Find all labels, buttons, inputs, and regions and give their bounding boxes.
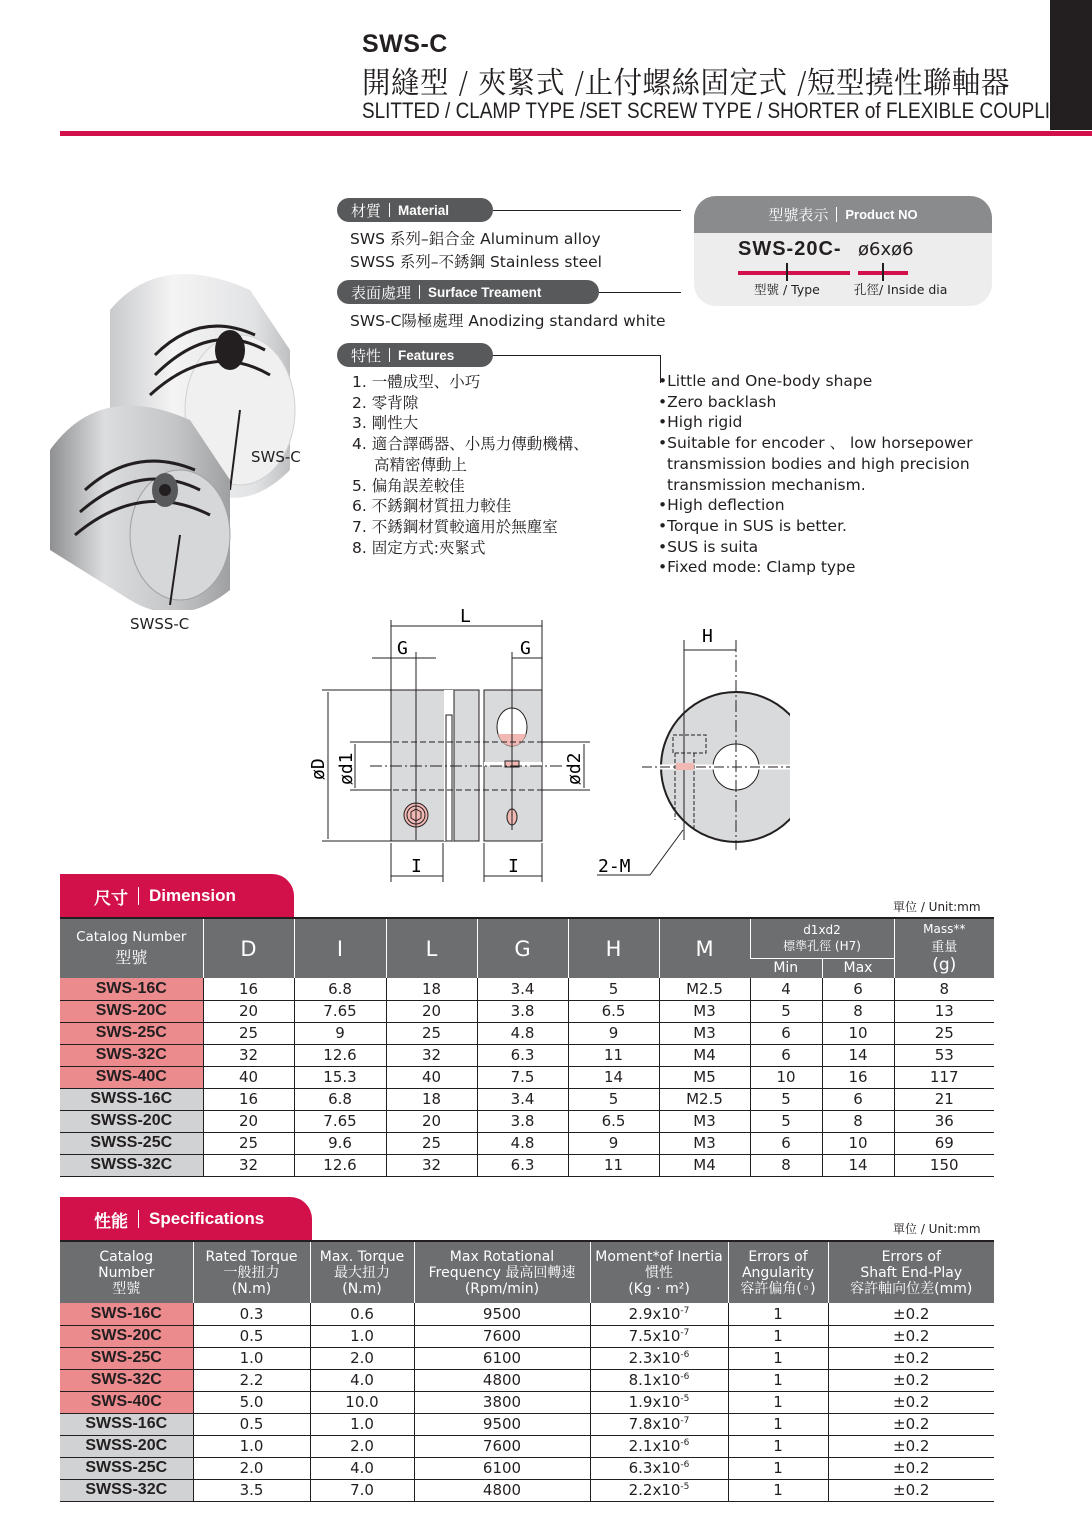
catalog-number: SWSS-25C	[60, 1457, 193, 1479]
features-leader	[493, 355, 661, 356]
catalog-number: SWS-25C	[60, 1347, 193, 1369]
cell-D: 25	[203, 1132, 294, 1154]
specification-row	[60, 1457, 994, 1479]
catalog-number: SWS-16C	[60, 1303, 193, 1325]
cell-endplay: ±0.2	[828, 1413, 994, 1435]
product-no-diameter: ø6xø6	[858, 239, 914, 260]
col-freq: Max Rotational Frequency 最高回轉速 (Rpm/min)	[414, 1241, 590, 1303]
cell-max: 2.0	[310, 1347, 414, 1369]
cell-max: 10.0	[310, 1391, 414, 1413]
cell-freq: 9500	[414, 1413, 590, 1435]
features-list-zh	[352, 372, 589, 558]
cell-inertia: $2.3x10^{-6}$	[590, 1347, 728, 1369]
cell-max: 14	[822, 1044, 894, 1066]
cell-angular: 1	[728, 1435, 828, 1457]
cell-D: 32	[203, 1154, 294, 1176]
cell-H: 11	[568, 1154, 659, 1176]
dim-label-G-left: G	[397, 638, 408, 659]
type-tick	[786, 263, 788, 281]
feature-en-item: transmission bodies and high precision	[667, 454, 970, 473]
cell-freq: 6100	[414, 1347, 590, 1369]
swss-c-photo-label: SWSS-C	[130, 615, 190, 633]
dimension-row	[60, 978, 994, 1000]
cell-angular: 1	[728, 1391, 828, 1413]
cell-min: 6	[750, 1022, 822, 1044]
cell-min: 8	[750, 1154, 822, 1176]
cell-I: 7.65	[294, 1110, 386, 1132]
cell-max: 6	[822, 1088, 894, 1110]
cell-G: 7.5	[477, 1066, 568, 1088]
cell-mass: 25	[894, 1022, 994, 1044]
feature-en-item: •Little and One-body shape	[658, 372, 873, 390]
cell-M: M2.5	[659, 1088, 750, 1110]
cell-M: M4	[659, 1044, 750, 1066]
surface-label: 表面處理 Surface Treament	[337, 280, 599, 304]
cell-max: 0.6	[310, 1303, 414, 1325]
col-H: H	[568, 918, 659, 978]
cell-mass: 117	[894, 1066, 994, 1088]
dimension-row	[60, 1000, 994, 1022]
cell-max: 16	[822, 1066, 894, 1088]
cell-freq: 4800	[414, 1479, 590, 1501]
features-label: 特性 Features	[337, 343, 493, 367]
col-L: L	[386, 918, 477, 978]
catalog-number: SWS-16C	[60, 978, 203, 1000]
col-M: M	[659, 918, 750, 978]
product-no-header: 型號表示 Product NO	[694, 196, 992, 233]
catalog-number: SWS-40C	[60, 1066, 203, 1088]
cell-M: M2.5	[659, 978, 750, 1000]
cell-rated: 3.5	[193, 1479, 310, 1501]
feature-en-item: •Zero backlash	[658, 392, 777, 411]
cell-D: 40	[203, 1066, 294, 1088]
col-bore-min: Min	[750, 958, 822, 978]
col-inertia: Moment*of Inertia 慣性 (Kg · m²)	[590, 1241, 728, 1303]
cell-max: 4.0	[310, 1457, 414, 1479]
cell-H: 6.5	[568, 1000, 659, 1022]
cell-freq: 9500	[414, 1303, 590, 1325]
cell-inertia: $1.9x10^{-5}$	[590, 1391, 728, 1413]
specifications-table	[60, 1240, 994, 1502]
cell-max: 1.0	[310, 1413, 414, 1435]
cell-min: 4	[750, 978, 822, 1000]
cell-max: 8	[822, 1000, 894, 1022]
dimension-row	[60, 1022, 994, 1044]
cell-L: 20	[386, 1110, 477, 1132]
col-rated: Rated Torque 一般扭力 (N.m)	[193, 1241, 310, 1303]
cell-L: 18	[386, 1088, 477, 1110]
title-english: SLITTED / CLAMP TYPE /SET SCREW TYPE / SHORTER of FLEXIBLE COUPLING	[362, 98, 1079, 123]
cell-G: 3.4	[477, 978, 568, 1000]
dim-label-G-right: G	[520, 638, 531, 659]
feature-en-item: •Suitable for encoder 、 low horsepower	[658, 434, 973, 453]
cell-rated: 0.3	[193, 1303, 310, 1325]
cell-D: 16	[203, 978, 294, 1000]
cell-endplay: ±0.2	[828, 1435, 994, 1457]
catalog-number: SWSS-16C	[60, 1413, 193, 1435]
catalog-number: SWSS-20C	[60, 1435, 193, 1457]
col-I: I	[294, 918, 386, 978]
cell-M: M3	[659, 1132, 750, 1154]
dimension-row	[60, 1110, 994, 1132]
dim-label-L: L	[460, 606, 471, 627]
cell-M: M5	[659, 1066, 750, 1088]
cell-L: 20	[386, 1000, 477, 1022]
cell-I: 6.8	[294, 1088, 386, 1110]
col-bore: d1xd2 標準孔徑 (H7)	[750, 918, 894, 958]
specification-row	[60, 1369, 994, 1391]
specification-row	[60, 1479, 994, 1501]
cell-endplay: ±0.2	[828, 1303, 994, 1325]
cell-I: 12.6	[294, 1044, 386, 1066]
cell-min: 5	[750, 1110, 822, 1132]
end-view-drawing	[640, 620, 790, 850]
cell-inertia: $2.2x10^{-5}$	[590, 1479, 728, 1501]
cell-mass: 53	[894, 1044, 994, 1066]
cell-min: 5	[750, 1000, 822, 1022]
cell-I: 12.6	[294, 1154, 386, 1176]
catalog-number: SWSS-16C	[60, 1088, 203, 1110]
cell-G: 3.8	[477, 1110, 568, 1132]
col-max-torque: Max. Torque 最大扭力 (N.m)	[310, 1241, 414, 1303]
cell-min: 5	[750, 1088, 822, 1110]
cell-H: 11	[568, 1044, 659, 1066]
cell-endplay: ±0.2	[828, 1391, 994, 1413]
cell-H: 5	[568, 978, 659, 1000]
dim-label-I-right: I	[508, 856, 519, 877]
cell-mass: 8	[894, 978, 994, 1000]
cell-inertia: $2.1x10^{-6}$	[590, 1435, 728, 1457]
cell-I: 9	[294, 1022, 386, 1044]
cell-H: 9	[568, 1132, 659, 1154]
cell-L: 25	[386, 1022, 477, 1044]
product-photos	[40, 250, 310, 610]
cell-G: 6.3	[477, 1044, 568, 1066]
cell-M: M3	[659, 1110, 750, 1132]
cell-L: 32	[386, 1154, 477, 1176]
cell-angular: 1	[728, 1457, 828, 1479]
material-line-1: SWS 系列–鋁合金 Aluminum alloy	[350, 230, 601, 248]
cell-min: 10	[750, 1066, 822, 1088]
dim-label-H: H	[702, 626, 713, 647]
product-no-code: SWS-20C-	[738, 238, 842, 260]
cell-angular: 1	[728, 1347, 828, 1369]
cell-max: 6	[822, 978, 894, 1000]
cell-G: 3.8	[477, 1000, 568, 1022]
col-catalog: Catalog Number 型號	[60, 918, 203, 978]
feature-en-item: transmission mechanism.	[667, 475, 866, 494]
cell-freq: 7600	[414, 1325, 590, 1347]
cell-rated: 1.0	[193, 1435, 310, 1457]
col-mass: Mass** 重量 (g)	[894, 918, 994, 978]
cell-mass: 21	[894, 1088, 994, 1110]
cell-rated: 2.0	[193, 1457, 310, 1479]
surface-leader	[599, 292, 681, 293]
cell-I: 7.65	[294, 1000, 386, 1022]
cell-max: 10	[822, 1132, 894, 1154]
model-title: SWS-C	[362, 30, 448, 58]
type-underline	[738, 271, 850, 275]
cell-rated: 5.0	[193, 1391, 310, 1413]
dim-label-d1: ød1	[336, 752, 357, 785]
col-angular: Errors of Angularity 容許偏角(◦)	[728, 1241, 828, 1303]
catalog-number: SWSS-32C	[60, 1154, 203, 1176]
cell-endplay: ±0.2	[828, 1325, 994, 1347]
dim-label-d2: ød2	[564, 752, 585, 785]
feature-zh-item: 1. 一體成型、小巧	[352, 373, 481, 391]
cell-angular: 1	[728, 1303, 828, 1325]
dim-label-D: øD	[308, 758, 329, 780]
specification-row	[60, 1303, 994, 1325]
cell-H: 9	[568, 1022, 659, 1044]
col-endplay: Errors of Shaft End-Play 容許軸向位差(mm)	[828, 1241, 994, 1303]
cell-M: M3	[659, 1000, 750, 1022]
cell-endplay: ±0.2	[828, 1347, 994, 1369]
cell-max: 1.0	[310, 1325, 414, 1347]
cell-inertia: $7.8x10^{-7}$	[590, 1413, 728, 1435]
cell-L: 32	[386, 1044, 477, 1066]
cell-freq: 7600	[414, 1435, 590, 1457]
cell-I: 15.3	[294, 1066, 386, 1088]
catalog-number: SWS-32C	[60, 1369, 193, 1391]
cell-inertia: $2.9x10^{-7}$	[590, 1303, 728, 1325]
col-bore-max: Max	[822, 958, 894, 978]
dimension-table	[60, 917, 994, 1177]
cell-max: 2.0	[310, 1435, 414, 1457]
feature-zh-item: 8. 固定方式:夾緊式	[352, 538, 486, 557]
cell-I: 9.6	[294, 1132, 386, 1154]
dia-label: 孔徑/ Inside dia	[854, 282, 948, 297]
specification-row	[60, 1347, 994, 1369]
cell-angular: 1	[728, 1479, 828, 1501]
cell-freq: 6100	[414, 1457, 590, 1479]
features-list-en	[658, 371, 973, 578]
feature-en-item: •SUS is suita	[658, 537, 759, 556]
dimension-tab: 尺寸 Dimension	[60, 874, 294, 918]
feature-zh-item: 6. 不銹鋼材質扭力較佳	[352, 497, 512, 516]
cell-freq: 3800	[414, 1391, 590, 1413]
cell-angular: 1	[728, 1413, 828, 1435]
specification-row	[60, 1325, 994, 1347]
cell-max: 8	[822, 1110, 894, 1132]
dimension-row	[60, 1044, 994, 1066]
cell-inertia: $8.1x10^{-6}$	[590, 1369, 728, 1391]
cell-max: 7.0	[310, 1479, 414, 1501]
cell-rated: 0.5	[193, 1325, 310, 1347]
cell-H: 5	[568, 1088, 659, 1110]
dimension-row	[60, 1088, 994, 1110]
feature-zh-item: 高精密傳動上	[374, 455, 468, 474]
dimension-row	[60, 1154, 994, 1176]
cell-I: 6.8	[294, 978, 386, 1000]
cell-G: 4.8	[477, 1132, 568, 1154]
specification-row	[60, 1435, 994, 1457]
cell-endplay: ±0.2	[828, 1479, 994, 1501]
cell-angular: 1	[728, 1369, 828, 1391]
feature-en-item: •High rigid	[658, 413, 743, 432]
cell-endplay: ±0.2	[828, 1457, 994, 1479]
dia-tick	[882, 263, 884, 281]
specifications-tab: 性能 Specifications	[60, 1197, 312, 1241]
feature-zh-item: 5. 偏角誤差較佳	[352, 476, 465, 495]
catalog-number: SWS-20C	[60, 1000, 203, 1022]
catalog-number: SWS-20C	[60, 1325, 193, 1347]
sws-c-photo-label: SWS-C	[251, 448, 301, 466]
cell-L: 18	[386, 978, 477, 1000]
cell-L: 40	[386, 1066, 477, 1088]
cell-G: 3.4	[477, 1088, 568, 1110]
cell-D: 16	[203, 1088, 294, 1110]
cell-inertia: $6.3x10^{-6}$	[590, 1457, 728, 1479]
cell-inertia: $7.5x10^{-7}$	[590, 1325, 728, 1347]
catalog-number: SWS-40C	[60, 1391, 193, 1413]
cell-M: M3	[659, 1022, 750, 1044]
material-line-2: SWSS 系列–不銹鋼 Stainless steel	[350, 253, 602, 271]
cell-D: 20	[203, 1000, 294, 1022]
dimension-row	[60, 1132, 994, 1154]
feature-en-item: •Fixed mode: Clamp type	[658, 558, 856, 577]
col-D: D	[203, 918, 294, 978]
cell-max: 4.0	[310, 1369, 414, 1391]
cell-max: 10	[822, 1022, 894, 1044]
col-G: G	[477, 918, 568, 978]
cell-endplay: ±0.2	[828, 1369, 994, 1391]
cell-G: 4.8	[477, 1022, 568, 1044]
cell-H: 14	[568, 1066, 659, 1088]
cell-D: 20	[203, 1110, 294, 1132]
specification-row	[60, 1391, 994, 1413]
catalog-number: SWS-32C	[60, 1044, 203, 1066]
product-no-box	[694, 196, 992, 306]
feature-zh-item: 4. 適合譯碼器、小馬力傳動機構、	[352, 435, 589, 454]
dim-label-I-left: I	[411, 856, 422, 877]
cell-freq: 4800	[414, 1369, 590, 1391]
cell-G: 6.3	[477, 1154, 568, 1176]
material-label: 材質 Material	[337, 198, 493, 222]
cell-H: 6.5	[568, 1110, 659, 1132]
catalog-number: SWS-25C	[60, 1022, 203, 1044]
cell-rated: 0.5	[193, 1413, 310, 1435]
feature-zh-item: 2. 零背隙	[352, 393, 419, 412]
cell-rated: 1.0	[193, 1347, 310, 1369]
cell-max: 14	[822, 1154, 894, 1176]
type-label: 型號 / Type	[754, 282, 820, 297]
cell-mass: 69	[894, 1132, 994, 1154]
dimension-unit: 單位 / Unit:mm	[893, 900, 981, 914]
cell-mass: 13	[894, 1000, 994, 1022]
dimension-row	[60, 1066, 994, 1088]
cell-min: 6	[750, 1132, 822, 1154]
dim-label-M: 2-M	[598, 856, 631, 877]
cell-M: M4	[659, 1154, 750, 1176]
feature-en-item: •Torque in SUS is better.	[658, 516, 847, 535]
specification-row	[60, 1413, 994, 1435]
cell-rated: 2.2	[193, 1369, 310, 1391]
specifications-unit: 單位 / Unit:mm	[893, 1222, 981, 1236]
title-chinese: 開縫型 / 夾緊式 /止付螺絲固定式 /短型撓性聯軸器	[362, 66, 1010, 101]
cell-mass: 36	[894, 1110, 994, 1132]
cell-D: 32	[203, 1044, 294, 1066]
catalog-number: SWSS-25C	[60, 1132, 203, 1154]
cell-L: 25	[386, 1132, 477, 1154]
feature-zh-item: 7. 不銹鋼材質較適用於無塵室	[352, 517, 558, 536]
cell-mass: 150	[894, 1154, 994, 1176]
feature-en-item: •High deflection	[658, 496, 785, 515]
material-leader	[493, 210, 681, 211]
surface-line: SWS-C陽極處理 Anodizing standard white	[350, 312, 666, 330]
feature-zh-item: 3. 剛性大	[352, 414, 419, 433]
catalog-number: SWSS-20C	[60, 1110, 203, 1132]
col-catalog: Catalog Number 型號	[60, 1241, 193, 1303]
header-rule	[60, 131, 1092, 136]
catalog-number: SWSS-32C	[60, 1479, 193, 1501]
cell-D: 25	[203, 1022, 294, 1044]
cell-angular: 1	[728, 1325, 828, 1347]
cell-min: 6	[750, 1044, 822, 1066]
